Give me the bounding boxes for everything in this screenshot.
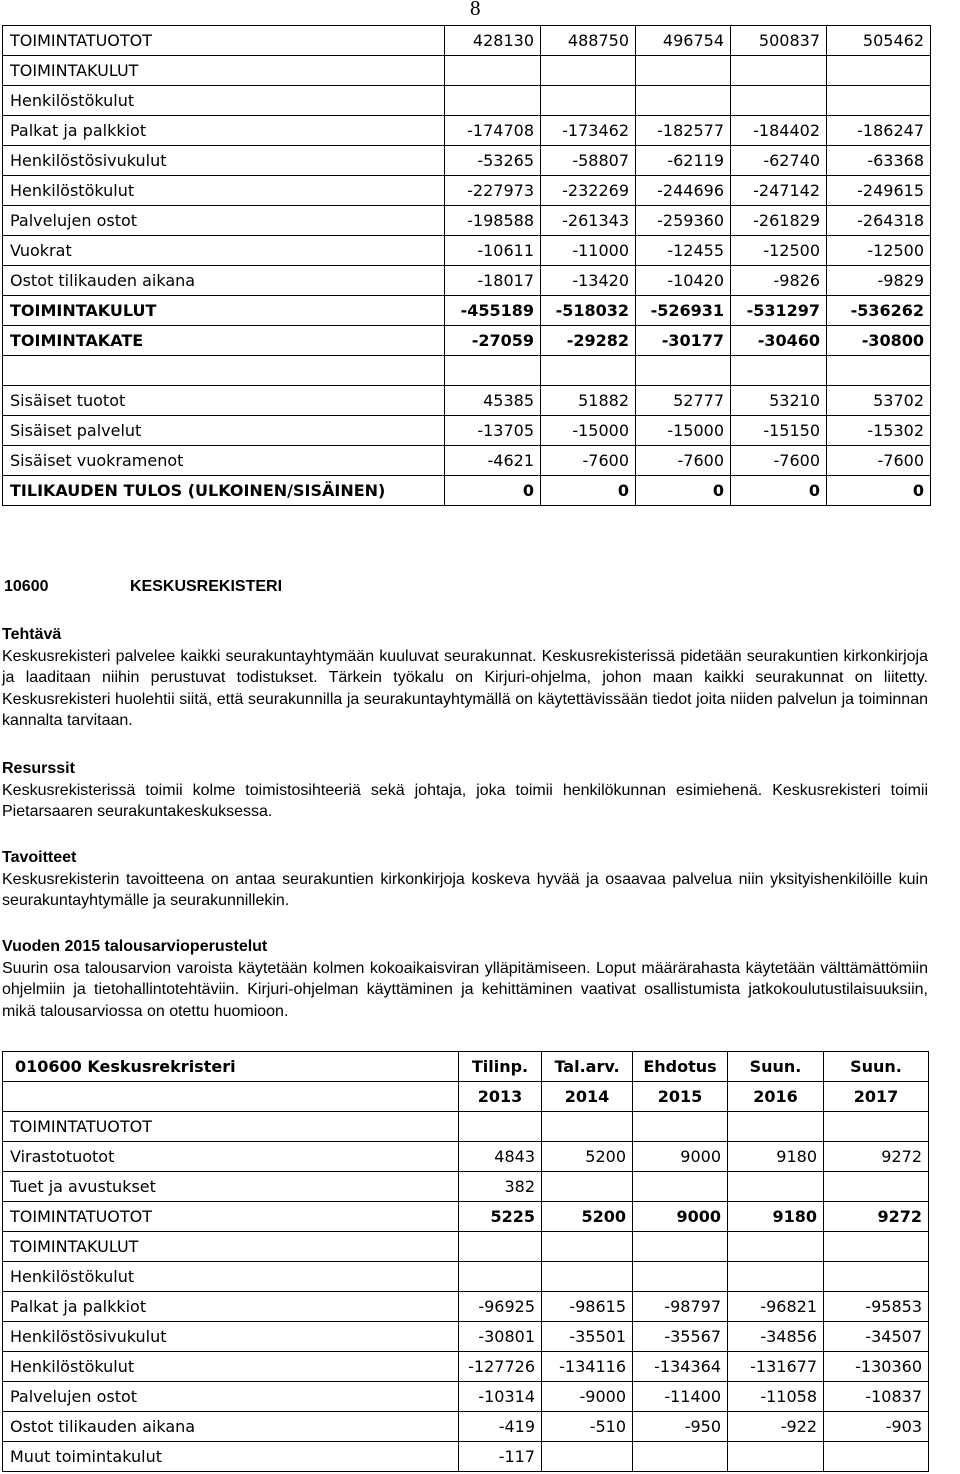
value-cell: -232269 — [541, 176, 636, 206]
value-cell: -11400 — [633, 1382, 728, 1412]
value-cell: 0 — [541, 476, 636, 506]
table-row — [3, 26, 931, 56]
tavoitteet-heading: Tavoitteet — [2, 849, 77, 866]
perustelut-text: Suurin osa talousarvion varoista käytetään kolmen kokoaikaisviran ylläpitämiseen. Loput määrärahasta käytetään välttämättömiin ohjelmiin ja tietohallintotehtäviin. Kirjuri-ohjelman käyttäminen ja kehittäminen vaativat osallistumista jatkokoulutustilaisuuksiin, mikä talousarviossa on otettu huomioon. — [2, 959, 928, 1020]
value-cell: -261829 — [731, 206, 827, 236]
table-row — [3, 446, 931, 476]
value-cell: -29282 — [541, 326, 636, 356]
header-cell: Tilinp. — [459, 1052, 542, 1082]
department-heading — [4, 578, 282, 596]
row-label: Sisäiset tuotot — [3, 386, 445, 416]
row-label: TOIMINTAKATE — [3, 326, 445, 356]
value-cell — [824, 1112, 929, 1142]
value-cell: -34507 — [824, 1322, 929, 1352]
value-cell: -227973 — [445, 176, 541, 206]
header-cell: Suun. — [728, 1052, 824, 1082]
value-cell: -53265 — [445, 146, 541, 176]
value-cell: -62740 — [731, 146, 827, 176]
tehtava-heading: Tehtävä — [2, 626, 62, 643]
budget-table-keskusrekisteri — [2, 1051, 929, 1472]
value-cell: 9180 — [728, 1142, 824, 1172]
value-cell: -30801 — [459, 1322, 542, 1352]
row-label: Ostot tilikauden aikana — [3, 1412, 459, 1442]
value-cell: -15000 — [541, 416, 636, 446]
value-cell: -12500 — [731, 236, 827, 266]
header-cell: Suun. — [824, 1052, 929, 1082]
table-row — [3, 56, 931, 86]
row-label: TOIMINTATUOTOT — [3, 1112, 459, 1142]
table-row — [3, 1142, 929, 1172]
value-cell: -259360 — [636, 206, 731, 236]
table-row — [3, 1292, 929, 1322]
header-cell: Ehdotus — [633, 1052, 728, 1082]
table-row — [3, 86, 931, 116]
year-cell: 2013 — [459, 1082, 542, 1112]
resurssit-section — [2, 758, 928, 823]
tavoitteet-text: Keskusrekisterin tavoitteena on antaa seurakuntien kirkonkirjoja koskeva hyvää ja osaavaa palvelua niin yksityishenkilöille kuin seurakuntayhtymälle ja seurakunnillekin. — [2, 870, 928, 909]
value-cell: -130360 — [824, 1352, 929, 1382]
value-cell: -13420 — [541, 266, 636, 296]
value-cell: -247142 — [731, 176, 827, 206]
value-cell: -30177 — [636, 326, 731, 356]
row-label: Sisäiset palvelut — [3, 416, 445, 446]
value-cell — [636, 86, 731, 116]
year-cell: 2014 — [542, 1082, 633, 1112]
table-row — [3, 206, 931, 236]
value-cell: -96821 — [728, 1292, 824, 1322]
empty-cell — [3, 1082, 459, 1112]
table-row — [3, 1382, 929, 1412]
row-label: Palkat ja palkkiot — [3, 1292, 459, 1322]
value-cell — [633, 1112, 728, 1142]
value-cell — [824, 1442, 929, 1472]
row-label: Henkilöstökulut — [3, 86, 445, 116]
value-cell: 488750 — [541, 26, 636, 56]
value-cell: 5200 — [542, 1142, 633, 1172]
value-cell: 53702 — [827, 386, 931, 416]
value-cell: -15150 — [731, 416, 827, 446]
resurssit-text: Keskusrekisterissä toimii kolme toimistosihteeriä sekä johtaja, joka toimii henkilökunnan esimiehenä. Keskusrekisteri toimii Pietarsaaren seurakuntakeskuksessa. — [2, 781, 928, 820]
tehtava-section — [2, 624, 928, 732]
value-cell — [824, 1172, 929, 1202]
value-cell: -18017 — [445, 266, 541, 296]
value-cell — [542, 1262, 633, 1292]
value-cell: -264318 — [827, 206, 931, 236]
value-cell: -134116 — [542, 1352, 633, 1382]
value-cell: 0 — [827, 476, 931, 506]
value-cell: -903 — [824, 1412, 929, 1442]
value-cell — [728, 1442, 824, 1472]
table-row — [3, 386, 931, 416]
row-label: Henkilöstösivukulut — [3, 146, 445, 176]
value-cell: 9000 — [633, 1142, 728, 1172]
value-cell: -127726 — [459, 1352, 542, 1382]
value-cell: 0 — [636, 476, 731, 506]
value-cell: -7600 — [636, 446, 731, 476]
value-cell: 52777 — [636, 386, 731, 416]
value-cell: -531297 — [731, 296, 827, 326]
value-cell: -182577 — [636, 116, 731, 146]
value-cell: -58807 — [541, 146, 636, 176]
row-label: TOIMINTAKULUT — [3, 56, 445, 86]
value-cell: -131677 — [728, 1352, 824, 1382]
table-row — [3, 266, 931, 296]
value-cell: 500837 — [731, 26, 827, 56]
year-cell: 2015 — [633, 1082, 728, 1112]
value-cell: -15302 — [827, 416, 931, 446]
value-cell: -98615 — [542, 1292, 633, 1322]
value-cell: -9829 — [827, 266, 931, 296]
value-cell — [827, 86, 931, 116]
value-cell — [728, 1262, 824, 1292]
value-cell: 0 — [445, 476, 541, 506]
value-cell: 45385 — [445, 386, 541, 416]
value-cell: -34856 — [728, 1322, 824, 1352]
table-row — [3, 326, 931, 356]
value-cell: -134364 — [633, 1352, 728, 1382]
value-cell: -10611 — [445, 236, 541, 266]
value-cell: 5200 — [542, 1202, 633, 1232]
value-cell — [541, 56, 636, 86]
value-cell — [636, 356, 731, 386]
value-cell: -7600 — [827, 446, 931, 476]
resurssit-heading: Resurssit — [2, 760, 75, 777]
table-row — [3, 416, 931, 446]
table-year-row — [3, 1082, 929, 1112]
value-cell: -7600 — [731, 446, 827, 476]
table-row — [3, 1172, 929, 1202]
value-cell — [542, 1232, 633, 1262]
table-row — [3, 356, 931, 386]
department-code: 10600 — [4, 578, 49, 595]
value-cell — [542, 1442, 633, 1472]
value-cell: 51882 — [541, 386, 636, 416]
table-row — [3, 1322, 929, 1352]
table-title: 010600 Keskusrekristeri — [3, 1052, 459, 1082]
value-cell — [728, 1232, 824, 1262]
row-label: Palkat ja palkkiot — [3, 116, 445, 146]
value-cell: -9000 — [542, 1382, 633, 1412]
value-cell: -30460 — [731, 326, 827, 356]
table-row — [3, 476, 931, 506]
budget-table-summary — [2, 25, 931, 506]
value-cell: -10837 — [824, 1382, 929, 1412]
value-cell: 5225 — [459, 1202, 542, 1232]
row-label: Henkilöstösivukulut — [3, 1322, 459, 1352]
row-label: Sisäiset vuokramenot — [3, 446, 445, 476]
row-label: Ostot tilikauden aikana — [3, 266, 445, 296]
value-cell: -11058 — [728, 1382, 824, 1412]
value-cell: -526931 — [636, 296, 731, 326]
header-cell: Tal.arv. — [542, 1052, 633, 1082]
value-cell: -27059 — [445, 326, 541, 356]
value-cell: -63368 — [827, 146, 931, 176]
value-cell: -174708 — [445, 116, 541, 146]
table-row — [3, 1232, 929, 1262]
value-cell: -7600 — [541, 446, 636, 476]
value-cell — [633, 1262, 728, 1292]
value-cell: -4621 — [445, 446, 541, 476]
table-row — [3, 176, 931, 206]
value-cell: -536262 — [827, 296, 931, 326]
perustelut-section — [2, 936, 928, 1022]
value-cell: 496754 — [636, 26, 731, 56]
year-cell: 2016 — [728, 1082, 824, 1112]
value-cell: -35567 — [633, 1322, 728, 1352]
value-cell — [827, 356, 931, 386]
value-cell: -15000 — [636, 416, 731, 446]
value-cell: -186247 — [827, 116, 931, 146]
perustelut-heading: Vuoden 2015 talousarvioperustelut — [2, 938, 268, 955]
value-cell — [731, 86, 827, 116]
row-label: Henkilöstökulut — [3, 1352, 459, 1382]
page-number: 8 — [470, 0, 481, 20]
value-cell: -10314 — [459, 1382, 542, 1412]
value-cell — [728, 1112, 824, 1142]
value-cell — [633, 1232, 728, 1262]
value-cell — [542, 1172, 633, 1202]
value-cell: -11000 — [541, 236, 636, 266]
row-label: TOIMINTATUOTOT — [3, 26, 445, 56]
value-cell: -95853 — [824, 1292, 929, 1322]
value-cell: -173462 — [541, 116, 636, 146]
row-label: Muut toimintakulut — [3, 1442, 459, 1472]
value-cell — [541, 356, 636, 386]
value-cell — [731, 56, 827, 86]
table-row — [3, 116, 931, 146]
value-cell: -510 — [542, 1412, 633, 1442]
table-row — [3, 296, 931, 326]
value-cell — [731, 356, 827, 386]
value-cell: -98797 — [633, 1292, 728, 1322]
value-cell — [445, 356, 541, 386]
row-label: Tuet ja avustukset — [3, 1172, 459, 1202]
table-header-row — [3, 1052, 929, 1082]
table-row — [3, 1412, 929, 1442]
value-cell: 9000 — [633, 1202, 728, 1232]
table-row — [3, 146, 931, 176]
value-cell: 505462 — [827, 26, 931, 56]
value-cell: 9272 — [824, 1142, 929, 1172]
value-cell — [636, 56, 731, 86]
row-label: TOIMINTAKULUT — [3, 296, 445, 326]
row-label: Palvelujen ostot — [3, 206, 445, 236]
value-cell: -198588 — [445, 206, 541, 236]
row-label: TILIKAUDEN TULOS (ULKOINEN/SISÄINEN) — [3, 476, 445, 506]
row-label — [3, 356, 445, 386]
value-cell: 4843 — [459, 1142, 542, 1172]
table-row — [3, 1262, 929, 1292]
row-label: Henkilöstökulut — [3, 1262, 459, 1292]
value-cell: -184402 — [731, 116, 827, 146]
value-cell — [633, 1172, 728, 1202]
row-label: TOIMINTAKULUT — [3, 1232, 459, 1262]
value-cell: -13705 — [445, 416, 541, 446]
value-cell: 9180 — [728, 1202, 824, 1232]
value-cell — [445, 56, 541, 86]
value-cell: -35501 — [542, 1322, 633, 1352]
row-label: Vuokrat — [3, 236, 445, 266]
value-cell — [824, 1262, 929, 1292]
tehtava-text: Keskusrekisteri palvelee kaikki seurakuntayhtymään kuuluvat seurakunnat. Keskusrekisterissä pidetään seurakuntien kirkonkirjoja ja laaditaan niihin perustuvat todistukset. Tärkein työkalu on Kirjuri-ohjelma, johon maan kaikki seurakunnat on liitetty. Keskusrekisteri huolehtii siitä, että seurakunnilla ja seurakuntayhtymällä on käytettävissään tiedot joita niiden palvelun ja toiminnan kannalta tarvitaan. — [2, 647, 928, 729]
value-cell: -518032 — [541, 296, 636, 326]
table-row — [3, 1352, 929, 1382]
row-label: Virastotuotot — [3, 1142, 459, 1172]
value-cell: -62119 — [636, 146, 731, 176]
table-row — [3, 236, 931, 266]
table-row — [3, 1202, 929, 1232]
table-row — [3, 1442, 929, 1472]
row-label: Palvelujen ostot — [3, 1382, 459, 1412]
row-label: Henkilöstökulut — [3, 176, 445, 206]
department-name: KESKUSREKISTERI — [130, 578, 283, 595]
value-cell — [542, 1112, 633, 1142]
value-cell — [728, 1172, 824, 1202]
tavoitteet-section — [2, 847, 928, 912]
value-cell — [445, 86, 541, 116]
value-cell: -10420 — [636, 266, 731, 296]
value-cell: 0 — [731, 476, 827, 506]
value-cell: -30800 — [827, 326, 931, 356]
value-cell: -261343 — [541, 206, 636, 236]
value-cell: -96925 — [459, 1292, 542, 1322]
value-cell — [459, 1112, 542, 1142]
value-cell: -950 — [633, 1412, 728, 1442]
value-cell: -419 — [459, 1412, 542, 1442]
value-cell: -244696 — [636, 176, 731, 206]
value-cell — [824, 1232, 929, 1262]
table-row — [3, 1112, 929, 1142]
value-cell — [459, 1232, 542, 1262]
value-cell: -12455 — [636, 236, 731, 266]
value-cell — [459, 1262, 542, 1292]
value-cell: -9826 — [731, 266, 827, 296]
value-cell: -249615 — [827, 176, 931, 206]
value-cell: 9272 — [824, 1202, 929, 1232]
value-cell — [541, 86, 636, 116]
year-cell: 2017 — [824, 1082, 929, 1112]
value-cell: -922 — [728, 1412, 824, 1442]
value-cell — [633, 1442, 728, 1472]
value-cell: -455189 — [445, 296, 541, 326]
value-cell: -117 — [459, 1442, 542, 1472]
value-cell: 53210 — [731, 386, 827, 416]
value-cell: 428130 — [445, 26, 541, 56]
value-cell: 382 — [459, 1172, 542, 1202]
value-cell — [827, 56, 931, 86]
value-cell: -12500 — [827, 236, 931, 266]
row-label: TOIMINTATUOTOT — [3, 1202, 459, 1232]
